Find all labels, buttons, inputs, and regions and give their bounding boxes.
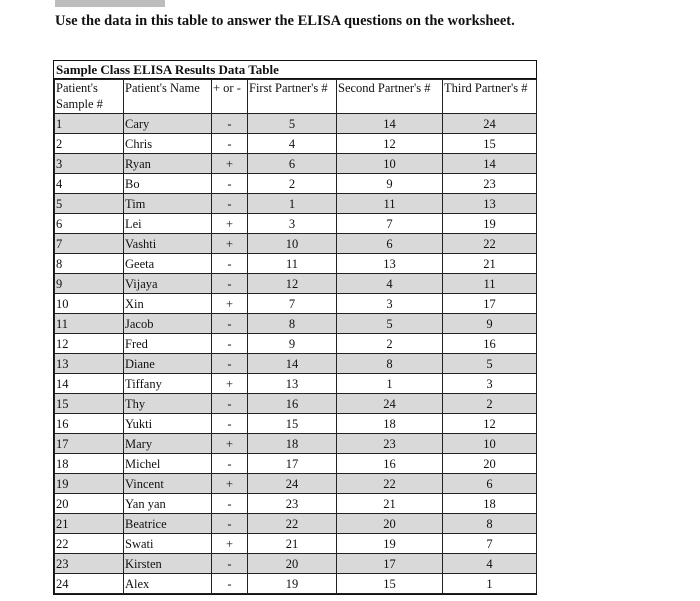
- table-row: [55, 454, 537, 474]
- cell-result: -: [212, 114, 248, 134]
- cell-first-partner: 21: [248, 534, 337, 554]
- cell-sample-number: 16: [55, 414, 124, 434]
- cell-second-partner: 8: [337, 354, 443, 374]
- cell-patient-name: Diane: [124, 354, 212, 374]
- cell-patient-name: Tiffany: [124, 374, 212, 394]
- cell-sample-number: 19: [55, 474, 124, 494]
- cell-patient-name: Vashti: [124, 234, 212, 254]
- table-row: [55, 494, 537, 514]
- cell-first-partner: 18: [248, 434, 337, 454]
- table-row: [55, 334, 537, 354]
- cell-second-partner: 22: [337, 474, 443, 494]
- cell-second-partner: 17: [337, 554, 443, 574]
- cell-second-partner: 23: [337, 434, 443, 454]
- cell-third-partner: 16: [443, 334, 537, 354]
- table-title: Sample Class ELISA Results Data Table: [54, 61, 536, 79]
- cell-sample-number: 20: [55, 494, 124, 514]
- cell-second-partner: 4: [337, 274, 443, 294]
- cell-sample-number: 18: [55, 454, 124, 474]
- cell-second-partner: 20: [337, 514, 443, 534]
- cell-sample-number: 24: [55, 574, 124, 594]
- cell-third-partner: 21: [443, 254, 537, 274]
- cell-sample-number: 3: [55, 154, 124, 174]
- cell-sample-number: 22: [55, 534, 124, 554]
- cell-second-partner: 24: [337, 394, 443, 414]
- cell-first-partner: 17: [248, 454, 337, 474]
- cell-first-partner: 14: [248, 354, 337, 374]
- cell-first-partner: 11: [248, 254, 337, 274]
- table-row: [55, 314, 537, 334]
- table-row: [55, 154, 537, 174]
- cell-third-partner: 13: [443, 194, 537, 214]
- cell-result: -: [212, 274, 248, 294]
- cell-sample-number: 2: [55, 134, 124, 154]
- cell-result: +: [212, 374, 248, 394]
- cell-third-partner: 7: [443, 534, 537, 554]
- cell-patient-name: Beatrice: [124, 514, 212, 534]
- cell-sample-number: 17: [55, 434, 124, 454]
- table-row: [55, 574, 537, 594]
- cell-result: -: [212, 134, 248, 154]
- cell-first-partner: 23: [248, 494, 337, 514]
- cell-result: -: [212, 454, 248, 474]
- cell-sample-number: 23: [55, 554, 124, 574]
- cell-second-partner: 19: [337, 534, 443, 554]
- table-row: [55, 474, 537, 494]
- cell-result: +: [212, 474, 248, 494]
- cell-first-partner: 22: [248, 514, 337, 534]
- cell-second-partner: 1: [337, 374, 443, 394]
- cell-result: -: [212, 334, 248, 354]
- cell-patient-name: Geeta: [124, 254, 212, 274]
- cell-result: -: [212, 574, 248, 594]
- cell-patient-name: Lei: [124, 214, 212, 234]
- cell-third-partner: 19: [443, 214, 537, 234]
- cell-first-partner: 20: [248, 554, 337, 574]
- cell-first-partner: 24: [248, 474, 337, 494]
- cell-result: -: [212, 314, 248, 334]
- cell-second-partner: 13: [337, 254, 443, 274]
- cell-sample-number: 8: [55, 254, 124, 274]
- cell-second-partner: 5: [337, 314, 443, 334]
- cell-result: +: [212, 234, 248, 254]
- cell-first-partner: 16: [248, 394, 337, 414]
- cell-second-partner: 14: [337, 114, 443, 134]
- cell-patient-name: Kirsten: [124, 554, 212, 574]
- cell-second-partner: 2: [337, 334, 443, 354]
- cell-third-partner: 3: [443, 374, 537, 394]
- cell-third-partner: 4: [443, 554, 537, 574]
- cell-result: +: [212, 434, 248, 454]
- cell-result: -: [212, 554, 248, 574]
- cell-third-partner: 6: [443, 474, 537, 494]
- header-row: [55, 80, 537, 114]
- table-row: [55, 214, 537, 234]
- cell-first-partner: 8: [248, 314, 337, 334]
- cell-second-partner: 7: [337, 214, 443, 234]
- cell-sample-number: 7: [55, 234, 124, 254]
- cell-patient-name: Vijaya: [124, 274, 212, 294]
- cell-result: -: [212, 254, 248, 274]
- table-row: [55, 534, 537, 554]
- header-result: + or -: [212, 80, 248, 114]
- cell-sample-number: 21: [55, 514, 124, 534]
- instruction-text: Use the data in this table to answer the ELISA questions on the worksheet.: [55, 13, 515, 29]
- cell-patient-name: Chris: [124, 134, 212, 154]
- cell-patient-name: Fred: [124, 334, 212, 354]
- cell-result: +: [212, 294, 248, 314]
- cell-first-partner: 6: [248, 154, 337, 174]
- cell-result: +: [212, 214, 248, 234]
- cell-third-partner: 8: [443, 514, 537, 534]
- table-row: [55, 114, 537, 134]
- cell-sample-number: 15: [55, 394, 124, 414]
- cell-sample-number: 10: [55, 294, 124, 314]
- table-row: [55, 254, 537, 274]
- cell-third-partner: 9: [443, 314, 537, 334]
- cell-third-partner: 24: [443, 114, 537, 134]
- cell-second-partner: 9: [337, 174, 443, 194]
- cell-sample-number: 1: [55, 114, 124, 134]
- table-row: [55, 134, 537, 154]
- table-row: [55, 554, 537, 574]
- cell-first-partner: 12: [248, 274, 337, 294]
- cell-first-partner: 13: [248, 374, 337, 394]
- cell-third-partner: 20: [443, 454, 537, 474]
- cell-patient-name: Ryan: [124, 154, 212, 174]
- cell-result: +: [212, 534, 248, 554]
- cell-patient-name: Thy: [124, 394, 212, 414]
- cell-second-partner: 21: [337, 494, 443, 514]
- cell-patient-name: Cary: [124, 114, 212, 134]
- table-row: [55, 434, 537, 454]
- cell-third-partner: 11: [443, 274, 537, 294]
- cell-third-partner: 17: [443, 294, 537, 314]
- cell-sample-number: 13: [55, 354, 124, 374]
- cell-patient-name: Jacob: [124, 314, 212, 334]
- cell-patient-name: Michel: [124, 454, 212, 474]
- cell-patient-name: Bo: [124, 174, 212, 194]
- cell-result: -: [212, 414, 248, 434]
- cell-sample-number: 14: [55, 374, 124, 394]
- cell-sample-number: 11: [55, 314, 124, 334]
- cell-second-partner: 15: [337, 574, 443, 594]
- cell-first-partner: 10: [248, 234, 337, 254]
- table-row: [55, 174, 537, 194]
- cut-off-footer-text: [55, 592, 655, 601]
- cell-second-partner: 16: [337, 454, 443, 474]
- cell-third-partner: 10: [443, 434, 537, 454]
- cell-third-partner: 2: [443, 394, 537, 414]
- cell-third-partner: 1: [443, 574, 537, 594]
- cell-first-partner: 7: [248, 294, 337, 314]
- table-row: [55, 294, 537, 314]
- table-row: [55, 394, 537, 414]
- cell-first-partner: 5: [248, 114, 337, 134]
- cell-third-partner: 14: [443, 154, 537, 174]
- cell-patient-name: Alex: [124, 574, 212, 594]
- cell-result: +: [212, 154, 248, 174]
- table-row: [55, 414, 537, 434]
- table-row: [55, 514, 537, 534]
- cell-second-partner: 10: [337, 154, 443, 174]
- cell-patient-name: Mary: [124, 434, 212, 454]
- header-second-partner: Second Partner's #: [337, 80, 443, 114]
- cell-second-partner: 3: [337, 294, 443, 314]
- elisa-results-table: [53, 60, 537, 595]
- cell-second-partner: 18: [337, 414, 443, 434]
- cell-third-partner: 18: [443, 494, 537, 514]
- cell-second-partner: 6: [337, 234, 443, 254]
- cell-sample-number: 4: [55, 174, 124, 194]
- cell-first-partner: 1: [248, 194, 337, 214]
- header-first-partner: First Partner's #: [248, 80, 337, 114]
- cell-first-partner: 4: [248, 134, 337, 154]
- cell-sample-number: 12: [55, 334, 124, 354]
- table-row: [55, 194, 537, 214]
- cell-first-partner: 19: [248, 574, 337, 594]
- header-sample: Patient's Sample #: [55, 80, 124, 114]
- cell-sample-number: 5: [55, 194, 124, 214]
- header-third-partner: Third Partner's #: [443, 80, 537, 114]
- table-row: [55, 354, 537, 374]
- cell-first-partner: 15: [248, 414, 337, 434]
- cell-third-partner: 23: [443, 174, 537, 194]
- cell-first-partner: 2: [248, 174, 337, 194]
- cell-patient-name: Yukti: [124, 414, 212, 434]
- cell-result: -: [212, 494, 248, 514]
- table-row: [55, 374, 537, 394]
- cell-patient-name: Swati: [124, 534, 212, 554]
- cell-patient-name: Vincent: [124, 474, 212, 494]
- cell-result: -: [212, 354, 248, 374]
- table-row: [55, 234, 537, 254]
- top-decoration-bar: [55, 0, 165, 7]
- cell-third-partner: 5: [443, 354, 537, 374]
- cell-result: -: [212, 194, 248, 214]
- cell-first-partner: 9: [248, 334, 337, 354]
- cell-third-partner: 12: [443, 414, 537, 434]
- cell-third-partner: 15: [443, 134, 537, 154]
- cell-first-partner: 3: [248, 214, 337, 234]
- cell-third-partner: 22: [443, 234, 537, 254]
- table-row: [55, 274, 537, 294]
- cell-sample-number: 6: [55, 214, 124, 234]
- cell-sample-number: 9: [55, 274, 124, 294]
- header-name: Patient's Name: [124, 80, 212, 114]
- cell-result: -: [212, 394, 248, 414]
- cell-second-partner: 12: [337, 134, 443, 154]
- cell-patient-name: Yan yan: [124, 494, 212, 514]
- cell-patient-name: Tim: [124, 194, 212, 214]
- results-grid: [54, 79, 537, 594]
- cell-second-partner: 11: [337, 194, 443, 214]
- cell-result: -: [212, 174, 248, 194]
- cell-patient-name: Xin: [124, 294, 212, 314]
- cell-result: -: [212, 514, 248, 534]
